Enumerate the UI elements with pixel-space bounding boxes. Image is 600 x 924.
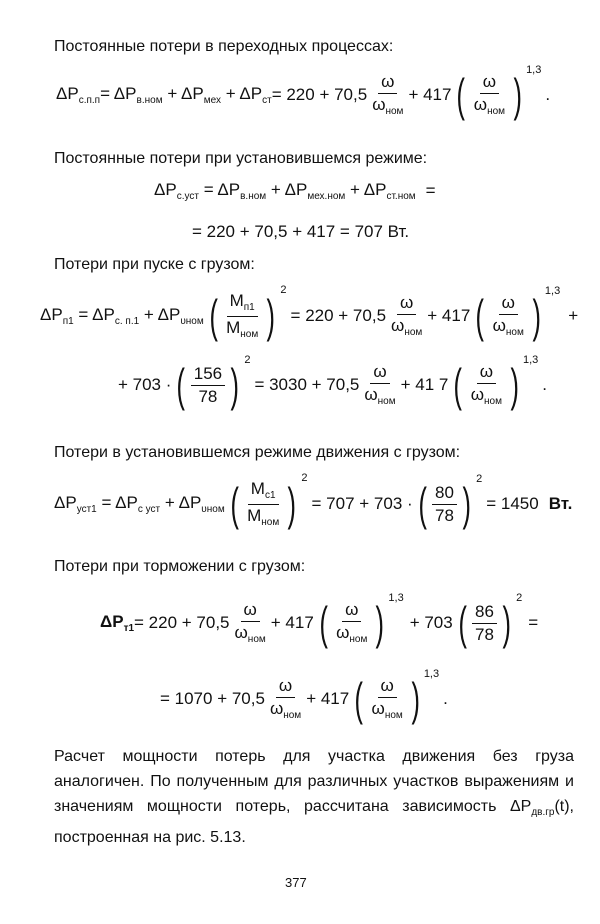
equation-steady-constant-losses-result: = 220 + 70,5 + 417 = 707 Вт. [192,222,410,241]
heading-transient-losses: Постоянные потери в переходных процессах: [54,38,394,55]
equation-steady-load-losses: $\Delta P_{уст1}$ = $\Delta P_{с уст}$ + $\Delta P_{\upsilon ном}$ ( $\frac{M_{c1}}{M_{ном}}$ ) 2 = 707 + 703 · ( $\frac{80}{78}$ ) 2 = 1450 Вт. [54,472,573,530]
heading-braking-losses: Потери при торможении с грузом: [54,558,306,575]
heading-start-losses: Потери при пуске с грузом: [54,256,255,273]
equation-steady-constant-losses: $\Delta P_{с.уст}$ = $\Delta P_{в.ном}$ + $\Delta P_{мех.ном}$ + $\Delta P_{ст.ном}$ = [154,180,436,202]
equation-braking-losses: $\Delta P_{т1}$ = 220 + 70,5 $\frac{\omega}{\omega_{ном}}$ + 417 ( $\frac{\omega}{\omega_{ном}}$ ) 1,3 + 703 ( $\frac{86}{78}$ ) 2 = [100,592,539,649]
heading-steady-load-losses: Потери в установившемся режиме движения с грузом: [54,444,461,461]
equation-start-losses-continued: + 703 · ( $\frac{156}{78}$ ) 2 = 3030 + 70,5 $\frac{\omega}{\omega_{ном}}$ + 41 7 ( $\frac{\omega}{\omega_{ном}}$ ) 1,3 . [118,354,548,411]
eq1-lhs: $\Delta P_{с.п.п}$ [56,84,101,106]
eq1-term2: + $\Delta P_{мех}$ [167,84,221,106]
eq1-term3: + $\Delta P_{ст}$ [225,84,272,106]
eq1-term1: = $\Delta P_{в.ном}$ [100,84,163,106]
eq1-fraction: $\frac{\omega}{\omega_{ном}}$ [372,71,404,117]
eq1-plus417: + 417 [408,85,452,104]
closing-paragraph: Расчет мощности потерь для участка движения без груза аналогичен. По полученным для различных участков выражениям и значениям мощности потерь, рассчитана зависимость $\Delta P_{дв.гр}(t)$, построенная на рис. 5.13. [54,748,574,846]
equation-transient-constant-losses: $\Delta P_{с.п.п}$ = $\Delta P_{в.ном}$ + $\Delta P_{мех}$ + $\Delta P_{ст}$ = 220 + 70,5 $\frac{\omega}{\omega_{ном}}$ + 417 ( $\frac{\omega}{\omega_{ном}}$ ) 1,3 . [56,64,551,121]
heading-steady-constant-losses: Постоянные потери при установившемся режиме: [54,150,428,167]
eq1-paren-term: ( $\frac{\omega}{\omega_{ном}}$ ) 1,3 [456,64,542,121]
eq1-rhs: = 220 + 70,5 [271,85,368,104]
equation-start-losses: $\Delta P_{п1}$ = $\Delta P_{с. п.1}$ + $\Delta P_{\upsilon ном}$ ( $\frac{M_{п1}}{M_{ном}}$ ) 2 = 220 + 70,5 $\frac{\omega}{\omega_{ном}}$ + 417 ( $\frac{\omega}{\omega_{ном}}$ ) 1,3 + [40,284,579,342]
eq3-torque-ratio: ( $\frac{M_{п1}}{M_{ном}}$ ) 2 [209,284,287,342]
equation-braking-losses-result: = 1070 + 70,5 $\frac{\omega}{\omega_{ном}}$ + 417 ( $\frac{\omega}{\omega_{ном}}$ ) 1,3 . [160,668,448,725]
page-number: 377 [285,875,307,890]
